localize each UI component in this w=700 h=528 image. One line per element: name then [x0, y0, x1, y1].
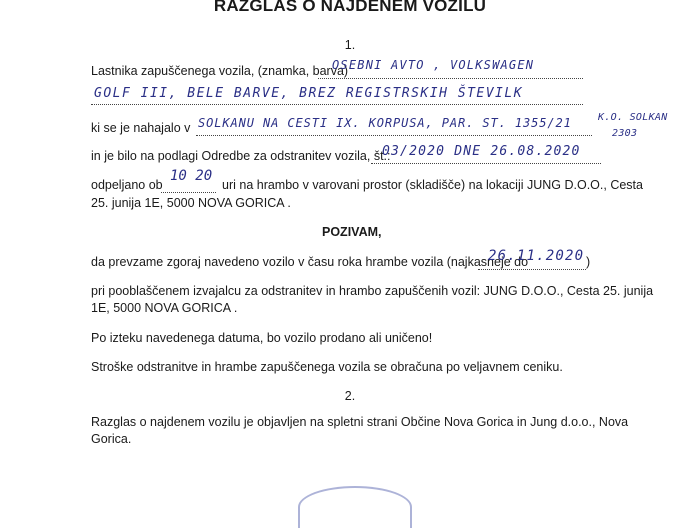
deadline-close: ) — [586, 255, 591, 269]
handwritten-location: SOLKANU NA CESTI IX. KORPUSA, PAR. ST. 1355/21 — [198, 116, 572, 130]
owner-label: Lastnika zapuščenega vozila, (znamka, barva) — [91, 64, 349, 78]
pozivam-heading: POZIVAM, — [322, 225, 382, 239]
handwritten-decision-number: 03/2020 DNE 26.08.2020 — [382, 144, 581, 159]
expiry-notice: Po izteku navedenega datuma, bo vozilo prodano ali uničeno! — [91, 331, 433, 345]
decision-fill-line — [371, 163, 601, 164]
contractor-line-2: 1E, 5000 NOVA GORICA . — [91, 301, 238, 315]
document-title: RAZGLAS O NAJDENEM VOZILU — [213, 0, 487, 15]
handwritten-deadline: 26.11.2020 — [488, 248, 585, 264]
handwritten-vehicle-description: GOLF III, BELE BARVE, BREZ REGISTRSKIH ŠTEVILK — [94, 86, 524, 101]
section-number-1: 1. — [344, 38, 356, 52]
removed-at-suffix: uri na hrambo v varovani prostor (skladišče) na lokaciji JUNG D.O.O., Cesta — [222, 178, 643, 192]
handwritten-vehicle-type: OSEBNI AVTO , VOLKSWAGEN — [332, 58, 535, 72]
location-fill-line — [196, 135, 592, 136]
published-line-1: Razglas o najdenem vozilu je objavljen na spletni strani Občine Nova Gorica in Jung d.o.o., Nova — [91, 415, 629, 429]
handwritten-cadastral-code: 2303 — [612, 128, 638, 139]
published-line-2: Gorica. — [91, 432, 132, 446]
removed-at-label: odpeljano ob — [91, 178, 163, 192]
vehicle-fill-line-2 — [91, 104, 583, 105]
time-fill-line — [161, 192, 216, 193]
handwritten-time: 10 20 — [170, 168, 213, 184]
section-number-2: 2. — [344, 389, 356, 403]
deadline-fill-line — [478, 269, 586, 270]
location-label: ki se je nahajalo v — [91, 121, 191, 135]
costs-notice: Stroške odstranitve in hrambe zapuščenega vozila se obračuna po veljavnem ceniku. — [91, 360, 563, 374]
storage-address: 25. junija 1E, 5000 NOVA GORICA . — [91, 196, 291, 210]
contractor-line-1: pri pooblaščenem izvajalcu za odstranitev in hrambo zapuščenih vozil: JUNG D.O.O., Cesta 25. junija — [91, 284, 654, 298]
deadline-label: da prevzame zgoraj navedeno vozilo v času roka hrambe vozila (najkasneje do — [91, 255, 529, 269]
vehicle-fill-line-1 — [318, 78, 583, 79]
decision-label: in je bilo na podlagi Odredbe za odstranitev vozila, št.: — [91, 149, 391, 163]
handwritten-cadastral-municipality: K.O. SOLKAN — [598, 112, 668, 123]
stamp-seal — [298, 486, 412, 528]
